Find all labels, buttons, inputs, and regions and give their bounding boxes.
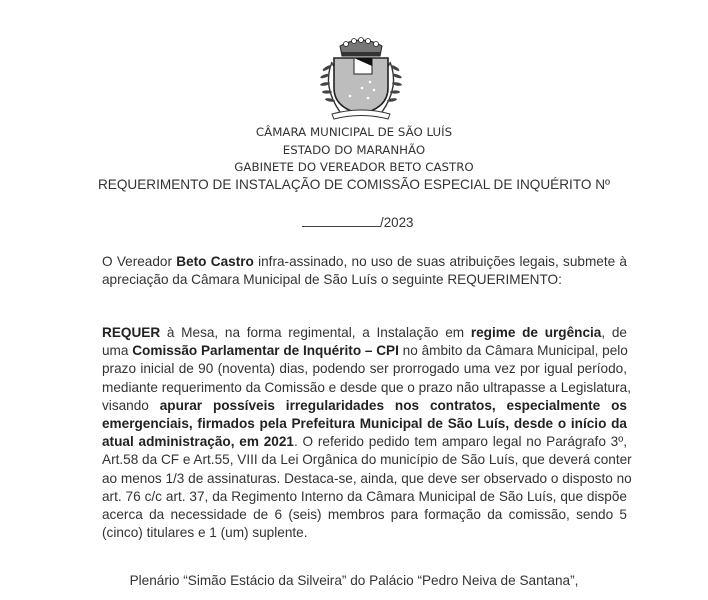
text-line xyxy=(102,360,627,378)
text-segment: acerca da necessidade de 6 (seis) membros para formação da comissão, sendo 5 xyxy=(102,506,627,522)
text-line xyxy=(102,488,627,506)
text-segment: visando xyxy=(102,397,160,413)
text-line xyxy=(102,324,627,342)
text-line xyxy=(102,433,627,451)
text-line xyxy=(102,342,627,360)
text-segment: . O referido pedido tem amparo legal no Parágrafo 3º, xyxy=(293,434,627,450)
bold-text: emergenciais, firmados pela Prefeitura Municipal de São Luís, desde o início da xyxy=(102,415,627,431)
text-line xyxy=(102,506,627,524)
bold-text: regime de urgência xyxy=(470,325,602,340)
intro-paragraph xyxy=(102,253,627,289)
request-paragraph xyxy=(102,324,632,542)
header-office: GABINETE DO VEREADOR BETO CASTRO xyxy=(234,160,474,174)
text-line xyxy=(102,470,632,488)
text-line xyxy=(102,415,627,433)
text-line xyxy=(102,524,627,542)
closing-location: Plenário “Simão Estácio da Silveira” do Palácio “Pedro Neiva de Santana”, xyxy=(129,573,579,588)
text-segment: à Mesa, na forma regimental, a Instalação em xyxy=(160,325,471,340)
text-line xyxy=(102,451,632,469)
text-segment: no âmbito da Câmara Municipal, pelo xyxy=(398,343,628,359)
text-segment: (cinco) titulares e 1 (um) suplente. xyxy=(102,525,308,541)
text-line xyxy=(102,253,627,271)
text-segment: uma xyxy=(102,343,133,359)
text-segment: mediante requerimento da Comissão e desde que o prazo não ultrapasse a Legislatura, xyxy=(102,379,631,395)
text-line xyxy=(102,379,631,397)
text-line xyxy=(102,397,627,415)
text-segment: infra-assinado, no uso de suas atribuições legais, submete à xyxy=(253,254,627,269)
bold-text: REQUER xyxy=(102,325,161,340)
text-segment: O Vereador xyxy=(102,254,177,269)
bold-text: apurar possíveis irregularidades nos contratos, especialmente os xyxy=(159,397,627,413)
text-line xyxy=(102,271,627,289)
bold-text: Comissão Parlamentar de Inquérito – CPI xyxy=(132,343,399,359)
text-segment: prazo inicial de 90 (noventa) dias, podendo ser prorrogado uma vez por igual período, xyxy=(102,361,627,377)
text-segment: , de xyxy=(601,325,627,340)
document-title: REQUERIMENTO DE INSTALAÇÃO DE COMISSÃO ESPECIAL DE INQUÉRITO Nº xyxy=(97,177,611,192)
header-state: ESTADO DO MARANHÃO xyxy=(282,143,426,157)
header-chamber-name: CÂMARA MUNICIPAL DE SÃO LUÍS xyxy=(255,125,453,139)
bold-text: Beto Castro xyxy=(176,254,254,269)
request-year: /2023 xyxy=(380,215,414,230)
text-segment: Art.58 da CF e Art.55, VIII da Lei Orgânica do município de São Luís, que deverá conter xyxy=(102,452,632,468)
coat-of-arms-logo xyxy=(318,36,404,120)
text-segment: ao menos 1/3 de assinaturas. Destaca-se, ainda, que deve ser observado o disposto no xyxy=(102,470,632,486)
request-number xyxy=(302,213,414,230)
text-segment: art. 76 c/c art. 37, da Regimento Interno da Câmara Municipal de São Luís, que dispõe xyxy=(102,488,627,504)
text-segment: apreciação da Câmara Municipal de São Luís o seguinte REQUERIMENTO: xyxy=(102,272,562,287)
number-blank-line xyxy=(302,213,380,227)
bold-text: atual administração, em 2021 xyxy=(102,434,294,450)
